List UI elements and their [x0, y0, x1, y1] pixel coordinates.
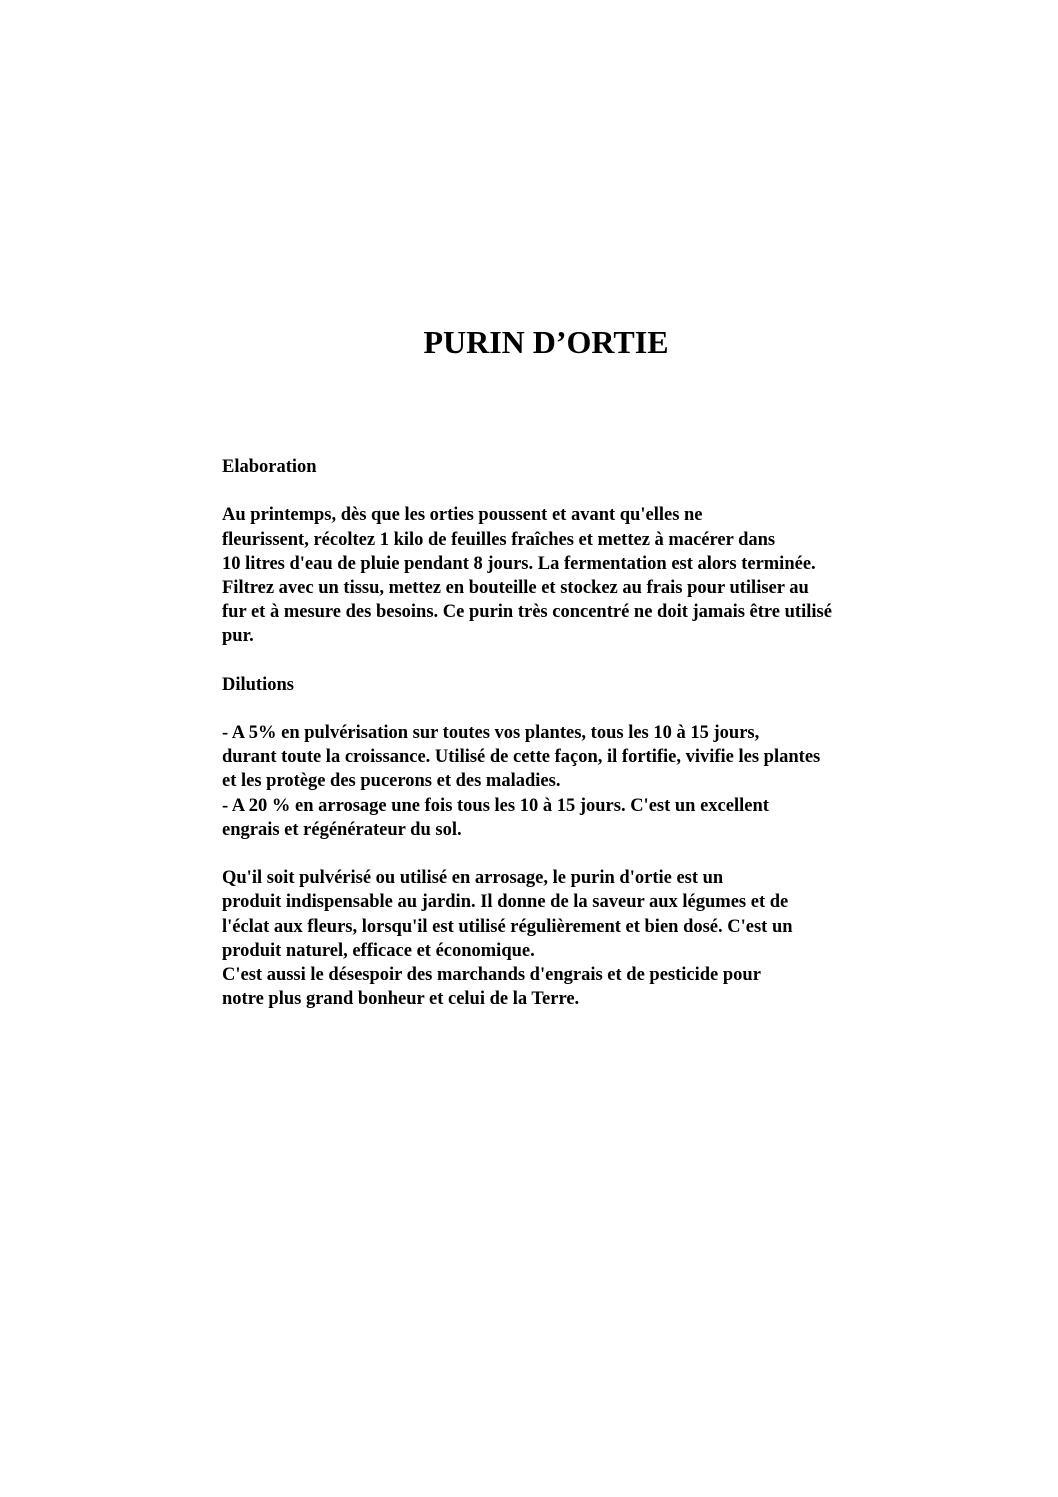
section-heading-elaboration: Elaboration	[222, 457, 317, 477]
document-body	[222, 455, 1012, 1011]
text-line: durant toute la croissance. Utilisé de cette façon, il fortifie, vivifie les plantes	[222, 747, 821, 768]
paragraph-spacer	[222, 479, 1012, 503]
text-line: produit naturel, efficace et économique.	[222, 940, 535, 961]
section-heading-dilutions: Dilutions	[222, 674, 294, 695]
text-line: notre plus grand bonheur et celui de la Terre.	[222, 989, 580, 1010]
paragraph-dilutions	[222, 721, 1012, 842]
text-line: 10 litres d'eau de pluie pendant 8 jours. La fermentation est alors terminée.	[222, 553, 816, 574]
paragraph-spacer	[222, 697, 1012, 721]
paragraph-elaboration	[222, 503, 1012, 648]
text-line: Au printemps, dès que les orties poussent et avant qu'elles ne	[222, 505, 703, 526]
paragraph-spacer	[222, 842, 1012, 866]
text-line: et les protège des pucerons et des maladies.	[222, 771, 561, 792]
text-line: engrais et régénérateur du sol.	[222, 819, 462, 840]
text-line: fur et à mesure des besoins. Ce purin très concentré ne doit jamais être utilisé	[222, 602, 832, 623]
text-line: produit indispensable au jardin. Il donne de la saveur aux légumes et de	[222, 892, 789, 913]
text-line: C'est aussi le désespoir des marchands d'engrais et de pesticide pour	[222, 964, 761, 985]
text-line: Filtrez avec un tissu, mettez en bouteille et stockez au frais pour utiliser au	[222, 577, 809, 598]
text-line: fleurissent, récoltez 1 kilo de feuilles fraîches et mettez à macérer dans	[222, 529, 776, 550]
text-line: - A 5% en pulvérisation sur toutes vos plantes, tous les 10 à 15 jours,	[222, 723, 760, 744]
page-title: PURIN D’ORTIE	[423, 324, 669, 360]
paragraph-spacer	[222, 649, 1012, 673]
text-line: Qu'il soit pulvérisé ou utilisé en arrosage, le purin d'ortie est un	[222, 868, 724, 889]
text-line: - A 20 % en arrosage une fois tous les 10 à 15 jours. C'est un excellent	[222, 795, 769, 816]
paragraph-conclusion	[222, 866, 1012, 1011]
text-line: l'éclat aux fleurs, lorsqu'il est utilisé régulièrement et bien dosé. C'est un	[222, 916, 793, 937]
text-line: pur.	[222, 626, 254, 647]
